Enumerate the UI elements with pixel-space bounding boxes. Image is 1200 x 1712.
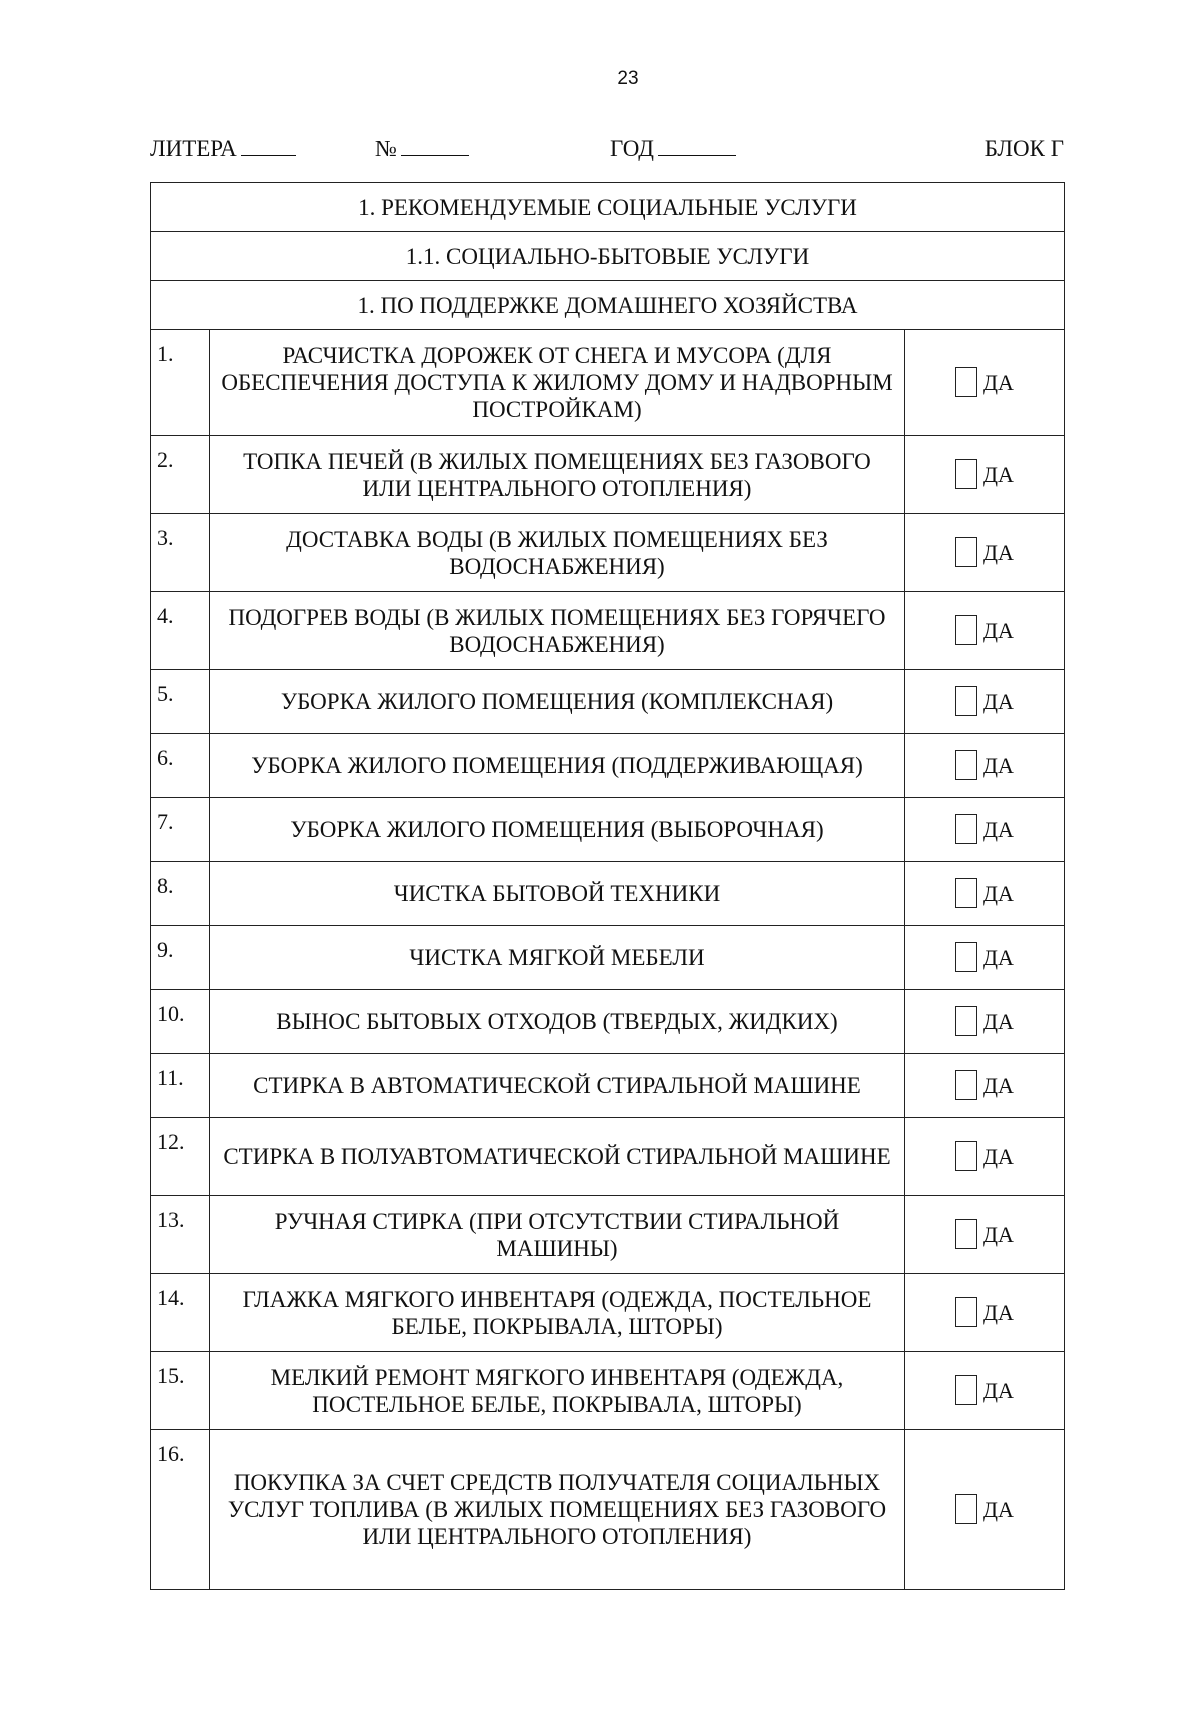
yes-label: ДА [983, 817, 1014, 843]
yes-label: ДА [983, 753, 1014, 779]
service-description: РУЧНАЯ СТИРКА (ПРИ ОТСУТСТВИИ СТИРАЛЬНОЙ МАШИНЫ) [210, 1196, 905, 1274]
service-number: 15. [151, 1352, 210, 1430]
year-blank[interactable] [658, 137, 736, 156]
service-description: ВЫНОС БЫТОВЫХ ОТХОДОВ (ТВЕРДЫХ, ЖИДКИХ) [210, 990, 905, 1054]
service-checkbox-cell [904, 862, 1064, 926]
service-checkbox-cell [904, 798, 1064, 862]
service-checkbox-cell [904, 436, 1064, 514]
service-description: УБОРКА ЖИЛОГО ПОМЕЩЕНИЯ (ВЫБОРОЧНАЯ) [210, 798, 905, 862]
service-description: МЕЛКИЙ РЕМОНТ МЯГКОГО ИНВЕНТАРЯ (ОДЕЖДА, ПОСТЕЛЬНОЕ БЕЛЬЕ, ПОКРЫВАЛА, ШТОРЫ) [210, 1352, 905, 1430]
yes-checkbox[interactable] [955, 1141, 977, 1171]
yes-label: ДА [983, 1144, 1014, 1170]
litera-field [150, 136, 296, 162]
yes-label: ДА [983, 540, 1014, 566]
group-title: 1. ПО ПОДДЕРЖКЕ ДОМАШНЕГО ХОЗЯЙСТВА [151, 281, 1065, 330]
yes-label: ДА [983, 462, 1014, 488]
service-checkbox-cell [904, 1054, 1064, 1118]
year-label: ГОД [610, 136, 654, 161]
service-number: 4. [151, 592, 210, 670]
service-number: 9. [151, 926, 210, 990]
service-description: СТИРКА В ПОЛУАВТОМАТИЧЕСКОЙ СТИРАЛЬНОЙ МАШИНЕ [210, 1118, 905, 1196]
service-checkbox-cell [904, 734, 1064, 798]
page-number: 23 [617, 68, 639, 89]
service-number: 13. [151, 1196, 210, 1274]
service-checkbox-cell [904, 592, 1064, 670]
service-number: 7. [151, 798, 210, 862]
service-description: УБОРКА ЖИЛОГО ПОМЕЩЕНИЯ (ПОДДЕРЖИВАЮЩАЯ) [210, 734, 905, 798]
yes-checkbox[interactable] [955, 1006, 977, 1036]
yes-checkbox[interactable] [955, 1494, 977, 1524]
service-checkbox-cell [904, 670, 1064, 734]
service-row [151, 1274, 1065, 1352]
service-checkbox-cell [904, 330, 1064, 436]
yes-checkbox[interactable] [955, 942, 977, 972]
group-row [151, 281, 1065, 330]
service-description: СТИРКА В АВТОМАТИЧЕСКОЙ СТИРАЛЬНОЙ МАШИНЕ [210, 1054, 905, 1118]
service-row [151, 514, 1065, 592]
litera-label: ЛИТЕРА [150, 136, 237, 161]
service-row [151, 670, 1065, 734]
service-description: ГЛАЖКА МЯГКОГО ИНВЕНТАРЯ (ОДЕЖДА, ПОСТЕЛЬНОЕ БЕЛЬЕ, ПОКРЫВАЛА, ШТОРЫ) [210, 1274, 905, 1352]
service-number: 1. [151, 330, 210, 436]
number-label: № [375, 136, 397, 161]
yes-checkbox[interactable] [955, 367, 977, 397]
service-checkbox-cell [904, 1118, 1064, 1196]
service-checkbox-cell [904, 1274, 1064, 1352]
form-header [150, 136, 1064, 166]
yes-checkbox[interactable] [955, 686, 977, 716]
service-number: 8. [151, 862, 210, 926]
service-description: ДОСТАВКА ВОДЫ (В ЖИЛЫХ ПОМЕЩЕНИЯХ БЕЗ ВОДОСНАБЖЕНИЯ) [210, 514, 905, 592]
yes-label: ДА [983, 689, 1014, 715]
subsection-title: 1.1. СОЦИАЛЬНО-БЫТОВЫЕ УСЛУГИ [151, 232, 1065, 281]
service-number: 11. [151, 1054, 210, 1118]
year-field [610, 136, 736, 162]
yes-label: ДА [983, 1222, 1014, 1248]
service-row [151, 330, 1065, 436]
block-label: БЛОК Г [984, 136, 1064, 161]
yes-label: ДА [983, 1497, 1014, 1523]
service-number: 10. [151, 990, 210, 1054]
service-description: ЧИСТКА БЫТОВОЙ ТЕХНИКИ [210, 862, 905, 926]
yes-label: ДА [983, 1073, 1014, 1099]
service-description: ПОКУПКА ЗА СЧЕТ СРЕДСТВ ПОЛУЧАТЕЛЯ СОЦИАЛЬНЫХ УСЛУГ ТОПЛИВА (В ЖИЛЫХ ПОМЕЩЕНИЯХ БЕЗ ГАЗОВОГО ИЛИ ЦЕНТРАЛЬНОГО ОТОПЛЕНИЯ) [210, 1430, 905, 1590]
yes-checkbox[interactable] [955, 537, 977, 567]
yes-checkbox[interactable] [955, 1219, 977, 1249]
service-row [151, 1352, 1065, 1430]
service-row [151, 1118, 1065, 1196]
yes-checkbox[interactable] [955, 1070, 977, 1100]
service-row [151, 926, 1065, 990]
service-row [151, 990, 1065, 1054]
service-number: 2. [151, 436, 210, 514]
yes-label: ДА [983, 881, 1014, 907]
yes-checkbox[interactable] [955, 750, 977, 780]
service-row [151, 436, 1065, 514]
service-row [151, 1196, 1065, 1274]
service-row [151, 862, 1065, 926]
service-checkbox-cell [904, 1430, 1064, 1590]
yes-label: ДА [983, 945, 1014, 971]
service-row [151, 734, 1065, 798]
service-description: РАСЧИСТКА ДОРОЖЕК ОТ СНЕГА И МУСОРА (ДЛЯ ОБЕСПЕЧЕНИЯ ДОСТУПА К ЖИЛОМУ ДОМУ И НАДВОРНЫМ ПОСТРОЙКАМ) [210, 330, 905, 436]
service-number: 12. [151, 1118, 210, 1196]
service-number: 14. [151, 1274, 210, 1352]
yes-label: ДА [983, 1009, 1014, 1035]
service-description: УБОРКА ЖИЛОГО ПОМЕЩЕНИЯ (КОМПЛЕКСНАЯ) [210, 670, 905, 734]
yes-label: ДА [983, 618, 1014, 644]
service-checkbox-cell [904, 1196, 1064, 1274]
yes-label: ДА [983, 1300, 1014, 1326]
yes-checkbox[interactable] [955, 878, 977, 908]
service-number: 16. [151, 1430, 210, 1590]
services-table [150, 182, 1065, 1590]
service-checkbox-cell [904, 990, 1064, 1054]
service-description: ЧИСТКА МЯГКОЙ МЕБЕЛИ [210, 926, 905, 990]
service-description: ПОДОГРЕВ ВОДЫ (В ЖИЛЫХ ПОМЕЩЕНИЯХ БЕЗ ГОРЯЧЕГО ВОДОСНАБЖЕНИЯ) [210, 592, 905, 670]
yes-checkbox[interactable] [955, 1375, 977, 1405]
service-row [151, 592, 1065, 670]
service-row [151, 1430, 1065, 1590]
yes-checkbox[interactable] [955, 1297, 977, 1327]
yes-checkbox[interactable] [955, 459, 977, 489]
subsection-row [151, 232, 1065, 281]
service-number: 5. [151, 670, 210, 734]
service-number: 3. [151, 514, 210, 592]
yes-checkbox[interactable] [955, 615, 977, 645]
section-row [151, 183, 1065, 232]
service-row [151, 1054, 1065, 1118]
number-blank[interactable] [401, 137, 469, 156]
service-checkbox-cell [904, 926, 1064, 990]
yes-label: ДА [983, 1378, 1014, 1404]
yes-label: ДА [983, 370, 1014, 396]
service-checkbox-cell [904, 1352, 1064, 1430]
service-description: ТОПКА ПЕЧЕЙ (В ЖИЛЫХ ПОМЕЩЕНИЯХ БЕЗ ГАЗОВОГО ИЛИ ЦЕНТРАЛЬНОГО ОТОПЛЕНИЯ) [210, 436, 905, 514]
service-number: 6. [151, 734, 210, 798]
section-title: 1. РЕКОМЕНДУЕМЫЕ СОЦИАЛЬНЫЕ УСЛУГИ [151, 183, 1065, 232]
service-row [151, 798, 1065, 862]
litera-blank[interactable] [241, 137, 296, 156]
yes-checkbox[interactable] [955, 814, 977, 844]
number-field [375, 136, 469, 162]
service-checkbox-cell [904, 514, 1064, 592]
